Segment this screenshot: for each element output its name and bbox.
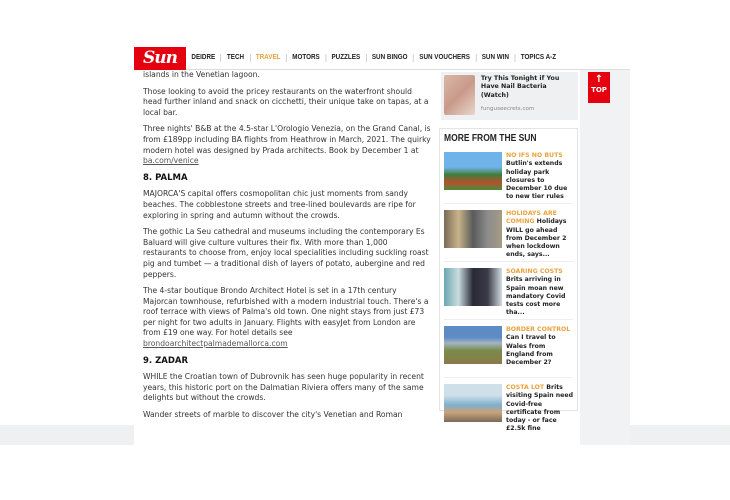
section-title: MORE FROM THE SUN (444, 133, 537, 144)
kicker: NO IFS NO BUTS (506, 152, 563, 159)
paragraph: MAJORCA'S capital offers cosmopolitan chic just moments from sandy beaches. The cobblestone streets and tree-lined boulevards are ripe for exploring in spring and autumn without the crowds. (143, 189, 416, 220)
headline: Holidays WILL go ahead from December 2 when lockdown ends, says... (506, 218, 567, 259)
list-item[interactable] (444, 384, 573, 436)
nav-motors[interactable]: MOTORS (287, 54, 326, 62)
nav-sun-bingo[interactable]: SUN BINGO (366, 54, 413, 62)
nav-deidre[interactable]: DEIDRE (186, 54, 222, 62)
paragraph (143, 124, 433, 166)
thumbnail (444, 268, 502, 306)
sponsored-ad[interactable] (441, 72, 578, 120)
nav-travel[interactable]: TRAVEL (250, 54, 286, 62)
thumbnail (444, 152, 502, 190)
list-item[interactable] (444, 326, 573, 378)
list-item[interactable] (444, 152, 573, 204)
kicker: COSTA LOT (506, 384, 545, 391)
section-heading-palma: 8. PALMA (143, 172, 188, 183)
list-item[interactable] (444, 268, 573, 320)
article-body (143, 70, 433, 427)
paragraph (143, 286, 433, 350)
hotel-link[interactable]: brondoarchitectpalmademallorca.com (143, 339, 288, 349)
nav-sun-win[interactable]: SUN WIN (476, 54, 515, 62)
kicker: SOARING COSTS (506, 268, 563, 275)
ad-source: funguseecrets.com (480, 105, 535, 112)
back-to-top-button[interactable] (588, 72, 610, 103)
thumbnail (444, 326, 502, 364)
kicker: HOLIDAYS ARE COMING (506, 210, 557, 226)
paragraph-text: Three nights' B&B at the 4.5-star L'Orologio Venezia, on the Grand Canal, is from £189pp including BA flights from Heathrow in March, 2021. The quirky modern hotel was designed by Prada architects. Book by December 1 at (143, 124, 431, 155)
paragraph: The gothic La Seu cathedral and museums including the contemporary Es Baluard will give culture vultures their fix. With more than 1,000 restaurants to choose from, enjoy local specialities including suckling roast pig and tumbet — a traditional dish of layers of potato, aubergine and red peppers. (143, 227, 429, 279)
nav-topics-a-z[interactable]: TOPICS A-Z (520, 54, 557, 61)
paragraph-text: The 4-star boutique Brondo Architect Hotel is set in a 17th century Majorcan townhouse, refurbished with a modern industrial touch. There's a roof terrace with views of Palma's old town. One night stays from just £73 per night for two adults in January. Flights with easyJet from London are from £19 one way. For hotel details see (143, 286, 429, 338)
paragraph: islands in the Venetian lagoon. (143, 70, 260, 79)
headline: Butlin's extends holiday park closures to December 10 due to new tier rules (506, 160, 568, 201)
top-label: TOP (591, 86, 607, 94)
paragraph: WHILE the Croatian town of Dubrovnik has seen huge popularity in recent years, this historic port on the Dalmatian Riviera offers many of the same delights but without the crowds. (143, 372, 424, 403)
headline: Can I travel to Wales from England from December 2? (506, 334, 556, 367)
nav-sun-vouchers[interactable]: SUN VOUCHERS (414, 54, 476, 62)
paragraph: Wander streets of marble to discover the city's Venetian and Roman (143, 410, 403, 420)
top-nav-bar (134, 47, 630, 70)
ba-link[interactable]: ba.com/venice (143, 156, 199, 166)
the-sun-logo[interactable]: Sun (134, 47, 186, 70)
nav-puzzles[interactable]: PUZZLES (326, 54, 366, 62)
more-from-the-sun (439, 128, 578, 433)
ad-title: Try This Tonight if You Have Nail Bacteria (Watch) (480, 75, 560, 99)
nav-tech[interactable]: TECH (222, 54, 251, 62)
arrow-up-icon: ↑ (594, 74, 604, 85)
right-gutter (580, 70, 630, 445)
list-item[interactable] (444, 210, 573, 262)
headline: Brits visiting Spain need Covid-free certificate from today - or face £2.5k fine (506, 384, 573, 433)
thumbnail (444, 210, 502, 248)
headline: Brits arriving in Spain moan new mandatory Covid tests cost more tha... (506, 276, 566, 317)
kicker: BORDER CONTROL (506, 326, 571, 333)
thumbnail (444, 384, 502, 422)
section-heading-zadar: 9. ZADAR (143, 355, 189, 366)
nav-menu (186, 54, 561, 62)
paragraph: Those looking to avoid the pricey restaurants on the waterfront should head further inland and snack on cicchetti, their unique take on tapas, at a local bar. (143, 86, 429, 117)
ad-image (444, 75, 475, 115)
